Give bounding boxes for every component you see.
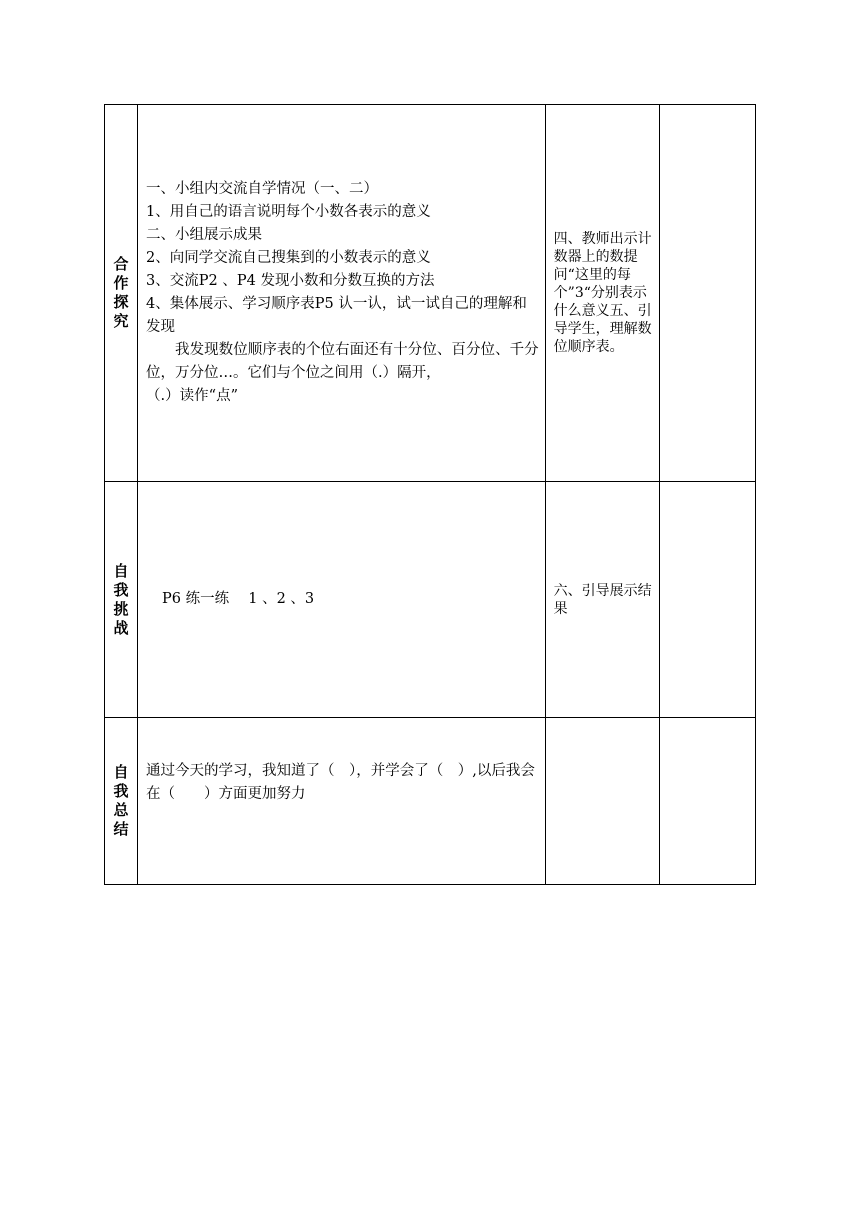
label-char: 我 (113, 782, 129, 800)
label-char: 自 (113, 561, 129, 580)
content-line: 二、小组展示成果 (146, 227, 263, 243)
label-char: 自 (113, 763, 129, 781)
table-row-cooperation (105, 105, 756, 482)
content-line: P6 练一练 1 、2 、3 (162, 591, 315, 607)
content-line: 通过今天的学习，我知道了（ ），并学会了（ ）,以后我会在（ ）方面更加努力 (146, 763, 535, 802)
challenge-extra (659, 482, 755, 718)
content-paragraph: 我发现数位顺序表的个位右面还有十分位、百分位、千分位，万分位…。它们与个位之间用（.）隔开， (146, 342, 539, 381)
cooperation-teacher (545, 105, 659, 482)
teacher-text: 四、教师出示计数器上的数提问“这里的每个”3“分别表示什么意义五、引导学生，理解数位顺序表。 (553, 231, 652, 355)
teacher-text: 六、引导展示结果 (553, 582, 652, 617)
cooperation-extra (659, 105, 755, 482)
content-line: （.）读作“点” (146, 388, 238, 404)
row-label-summary (105, 718, 138, 885)
label-char: 究 (113, 312, 129, 330)
row-label-cooperation (105, 105, 138, 482)
row-label-challenge (105, 482, 138, 718)
content-line: 3、交流P2 、P4 发现小数和分数互换的方法 (146, 273, 435, 289)
label-char: 我 (113, 580, 129, 599)
cooperation-content (138, 105, 546, 482)
label-char: 作 (113, 274, 129, 292)
challenge-content (138, 482, 546, 718)
content-line: 一、小组内交流自学情况（一、二） (146, 181, 379, 197)
table-row-challenge (105, 482, 756, 718)
content-line: 4、集体展示、学习顺序表P5 认一认，试一试自己的理解和发现 (146, 296, 527, 335)
lesson-table (104, 104, 756, 885)
label-char: 结 (113, 820, 129, 838)
label-char: 战 (113, 618, 129, 637)
label-char: 总 (113, 801, 129, 819)
table-row-summary (105, 718, 756, 885)
label-char: 挑 (113, 599, 129, 618)
challenge-teacher (545, 482, 659, 718)
content-line: 2、向同学交流自己搜集到的小数表示的意义 (146, 250, 431, 266)
summary-teacher (545, 718, 659, 885)
label-char: 合 (113, 255, 129, 273)
summary-extra (659, 718, 755, 885)
label-char: 探 (113, 293, 129, 311)
content-line: 1、用自己的语言说明每个小数各表示的意义 (146, 204, 431, 220)
summary-content (138, 718, 546, 885)
